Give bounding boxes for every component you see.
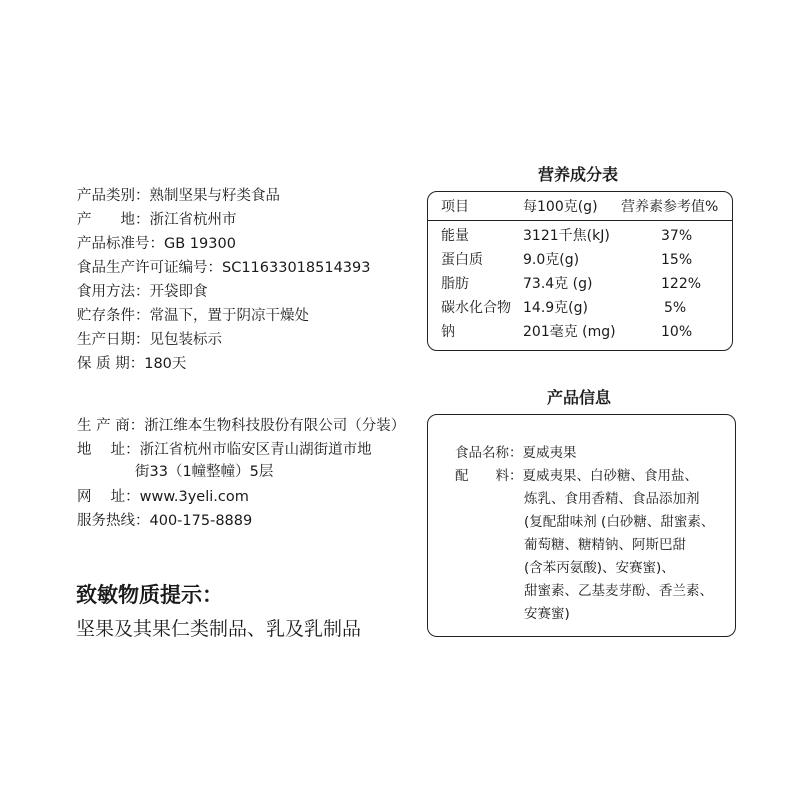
row-item: 能量 (441, 228, 469, 244)
product-detail-title: 产品信息 (547, 388, 612, 407)
row-item: 碳水化合物 (441, 300, 511, 316)
usage-method: 食用方法：开袋即食 (77, 284, 208, 300)
product-standard: 产品标准号：GB 19300 (77, 236, 236, 252)
row-nrv: 5% (664, 300, 687, 316)
product-category: 产品类别：熟制坚果与籽类食品 (77, 188, 280, 204)
ingredients-line: (复配甜味剂 (白砂糖、甜蜜素、 (524, 514, 715, 530)
product-detail-box (427, 414, 736, 637)
producer: 生 产 商：浙江维本生物科技股份有限公司（分装） (77, 418, 406, 434)
address: 地 址：浙江省杭州市临安区青山湖街道市地 (77, 442, 372, 458)
header-item: 项目 (441, 199, 469, 215)
allergen-title: 致敏物质提示： (76, 583, 223, 607)
row-amount: 73.4克 (g) (523, 276, 593, 292)
ingredients-line: (含苯丙氨酸)、安赛蜜)、 (524, 560, 675, 576)
ingredients-line: 葡萄糖、糖精钠、阿斯巴甜 (524, 537, 686, 553)
row-item: 钠 (441, 324, 455, 340)
website: 网 址：www.3yeli.com (77, 489, 249, 505)
production-license: 食品生产许可证编号：SC11633018514393 (77, 260, 371, 276)
storage-conditions: 贮存条件：常温下，置于阴凉干燥处 (77, 308, 309, 324)
service-hotline: 服务热线：400-175-8889 (77, 513, 253, 529)
ingredients-line: 安赛蜜) (524, 606, 570, 622)
row-item: 脂肪 (441, 276, 469, 292)
row-amount: 9.0克(g) (523, 252, 580, 268)
row-amount: 3121千焦(kJ) (523, 228, 610, 244)
shelf-life: 保 质 期：180天 (77, 356, 187, 372)
table-divider (428, 220, 732, 221)
allergen-text: 坚果及其果仁类制品、乳及乳制品 (76, 618, 362, 640)
row-amount: 14.9克(g) (523, 300, 588, 316)
ingredients-line: 甜蜜素、乙基麦芽酚、香兰素、 (524, 583, 713, 599)
row-nrv: 10% (661, 324, 693, 340)
ingredients-line: 炼乳、食用香精、食品添加剂 (524, 491, 700, 507)
row-nrv: 122% (661, 276, 702, 292)
row-nrv: 37% (661, 228, 693, 244)
nutrition-table (427, 191, 733, 351)
ingredients-line: 配 料：夏威夷果、白砂糖、食用盐、 (455, 468, 698, 484)
nutrition-title: 营养成分表 (538, 165, 619, 184)
address-continued: 街33（1幢整幢）5层 (135, 464, 274, 480)
product-name: 食品名称：夏威夷果 (455, 445, 577, 461)
header-nrv: 营养素参考值% (621, 199, 719, 215)
row-item: 蛋白质 (441, 252, 483, 268)
row-nrv: 15% (661, 252, 693, 268)
production-date: 生产日期：见包装标示 (77, 332, 222, 348)
header-per-100g: 每100克(g) (523, 199, 598, 215)
product-origin: 产 地：浙江省杭州市 (77, 212, 237, 228)
row-amount: 201毫克 (mg) (523, 324, 616, 340)
